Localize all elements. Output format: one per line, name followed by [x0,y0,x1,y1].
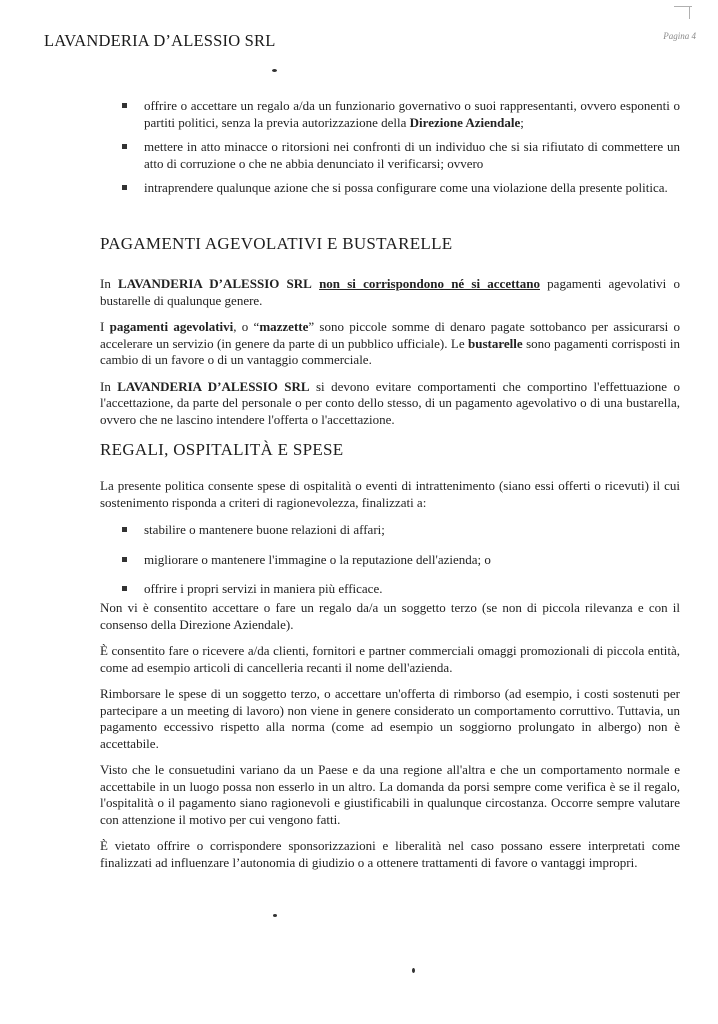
prohibited-actions-list [122,98,680,197]
list-item [122,98,680,131]
list-item [122,180,680,197]
bullet-text: intraprendere qualunque azione che si possa configurare come una violazione della presente politica. [144,180,668,195]
paragraph: Non vi è consentito accettare o fare un regalo da/a un soggetto terzo (se non di piccola rilevanza e con il consenso della Direzione Aziendale). [100,600,680,632]
pagamenti-body [100,276,680,428]
regali-body [100,600,680,871]
list-item: stabilire o mantenere buone relazioni di affari; [122,522,680,539]
regali-intro: La presente politica consente spese di ospitalità o eventi di intrattenimento (siano essi offerti o ricevuti) il cui sostenimento risponda a criteri di ragionevolezza, finalizzati a: [100,478,680,510]
section-title-regali: REGALI, OSPITALITÀ E SPESE [100,440,344,459]
scan-speck [272,69,277,72]
paragraph: I pagamenti agevolativi, o “mazzette” sono piccole somme di denaro pagate sottobanco per assicurarsi o accelerare un servizio (in genere da parte di un pubblico ufficiale). Le bustarelle sono pagamenti corrisposti in cambio di un favore o di un vantaggio commerciale. [100,319,681,367]
scan-corner-mark [674,6,692,21]
scan-speck [273,914,277,917]
bullet-text: mettere in atto minacce o ritorsioni nei confronti di un individuo che si sia rifiutato di commettere un atto di corruzione o che ne abbia denunciato il verificarsi; ovvero [144,139,680,171]
paragraph: Visto che le consuetudini variano da un Paese e da una regione all'altra e che un comportamento normale e accettabile in un luogo possa non esserlo in un altro. La domanda da porsi sempre come verifica è se il regalo, l'ospitalità o il pagamento siano ragionevoli e giustificabili in qualunque circostanza. Occorre sempre valutare con attenzione il motivo per cui vengono fatti. [100,762,680,827]
list-item: offrire i propri servizi in maniera più efficace. [122,581,680,598]
paragraph: Rimborsare le spese di un soggetto terzo, o accettare un'offerta di rimborso (ad esempio, i costi sostenuti per partecipare a un meeting di lavoro) non viene in genere considerato un comportamento corruttivo. Tuttavia, un pagamento eccessivo rispetto alla norma (come ad esempio un soggiorno prolungato in albergo) non è accettabile. [100,686,680,751]
bullet-tail: ; [520,114,524,130]
page-number: Pagina 4 [663,31,696,41]
bullet-bold: Direzione Aziendale [409,114,521,130]
bullet-text: offrire o accettare un regalo a/da un funzionario governativo o suoi rappresentanti, ovvero esponenti o partiti politici, senza la previa autorizzazione della [144,98,680,130]
scan-speck [412,968,415,973]
paragraph: È consentito fare o ricevere a/da clienti, fornitori e partner commerciali omaggi promozionali di piccola entità, come ad esempio articoli di cancelleria recanti il nome dell'azienda. [100,643,680,675]
allowed-purposes-list [122,522,680,598]
list-item: migliorare o mantenere l'immagine o la reputazione dell'azienda; o [122,552,680,569]
company-header: LAVANDERIA D’ALESSIO SRL [44,31,276,50]
list-item [122,139,680,172]
paragraph: È vietato offrire o corrispondere sponsorizzazioni e liberalità nel caso possano essere interpretati come finalizzati ad influenzare l’autonomia di giudizio o a ottenere trattamenti di favore o vantaggi impropri. [100,838,680,870]
paragraph: In LAVANDERIA D’ALESSIO SRL non si corrispondono né si accettano pagamenti agevolativi o bustarelle di qualunque genere. [100,276,680,308]
section-title-pagamenti: PAGAMENTI AGEVOLATIVI E BUSTARELLE [100,234,453,253]
paragraph: In LAVANDERIA D’ALESSIO SRL si devono evitare comportamenti che comportino l'effettuazione o l'accettazione, da parte del personale o per conto dello stesso, di un pagamento agevolativo o di una bustarella, ovvero che ne lascino intendere l'offerta o l'accettazione. [100,378,680,427]
